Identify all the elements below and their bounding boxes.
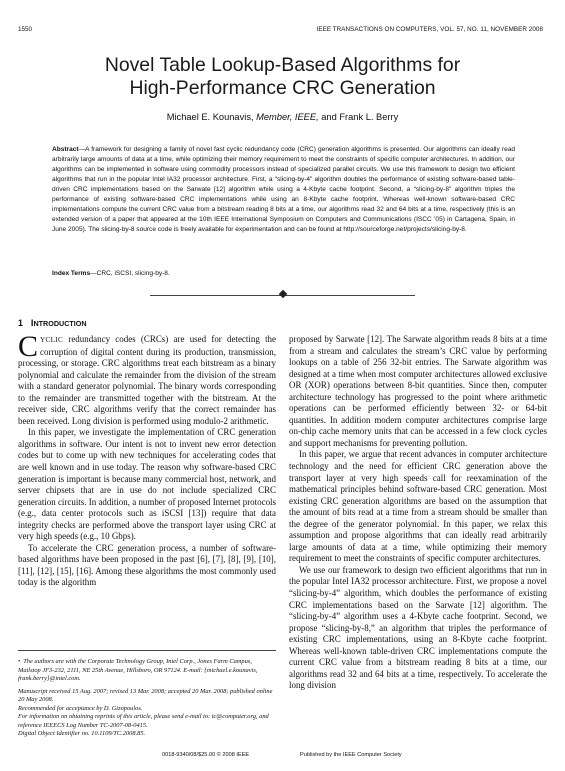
section-title-initial: I [30,318,34,328]
journal-header: IEEE TRANSACTIONS ON COMPUTERS, VOL. 57, NO. 11, NOVEMBER 2008 [316,26,543,33]
left-column [18,330,276,589]
page-number: 1550 [18,26,33,33]
section-number: 1 [18,318,23,328]
right-column [289,334,547,692]
index-terms-label: Index Terms [52,270,91,277]
index-terms [52,270,515,277]
paper-title [18,54,547,99]
paragraph-text: redundancy codes (CRCs) are used for detecting the corruption of digital content during its production, transmission, processing, or storage. CRC algorithms treat each bitstream as a binary polynomial and calculate the remainder from the division of the stream with a standard generator polynomial. The binary words corresponding to the remainder are transmitted together with the bitstream. At the receiver side, CRC algorithms verify that the correct remainder has been received. Long division is performed using modulo-2 arithmetic. [18,334,276,426]
author-1-role: Member, IEEE, [256,112,319,122]
paragraph: proposed by Sarwate [12]. The Sarwate algorithm reads 8 bits at a time from a stream and calculates the stream’s CRC value by performing lookups on a table of 256 32-bit entries. The Sarwate algorithm was designed at a time when most computer architectures allowed exclusive OR (XOR) operations between 8-bit quantities. Since then, computer architecture technology has progressed to the point where arithmetic operations can be performed efficiently between 32- or 64-bit quantities. In addition modern computer architectures comprise large on-chip cache memory units that can be accessed in a few clock cycles and support mechanisms for preventing pollution. [289,334,547,448]
bullet-icon: • [18,658,21,665]
paragraph: In this paper, we investigate the implementation of CRC generation algorithms in software. Our intent is not to invent new error detection codes but to come up with new techniques for accelerating codes that are well known and in use today. The reason why software-based CRC generation is important is because many commercial host, network, and server chipsets that are in use do not include specialized CRC generation circuits. In addition, a number of proposed Internet protocols (e.g., data center protocols such as iSCSI [13]) require that data integrity checks are performed above the transport layer using CRC at very high speeds (e.g., 10 Gbps). [18,427,276,542]
footnote-doi: Digital Object Identifier no. 10.1109/TC.2008.85. [18,730,146,738]
abstract-label: Abstract [52,146,79,153]
paragraph: To accelerate the CRC generation process, a number of software-based algorithms have been proposed in the past [6], [7], [8], [9], [10], [11], [12], [15], [16]. Among these algorithms the most commonly used today is the algorithm [18,542,276,588]
copyright-footer: 0018-9340/08/$25.00 © 2008 IEEE [162,752,250,758]
footnotes [18,650,276,739]
title-line-2: High-Performance CRC Generation [129,76,436,99]
author-list [18,112,547,122]
divider-diamond-icon [279,290,287,298]
author-1: Michael E. Kounavis, [166,112,257,122]
abstract [52,145,515,235]
footnote-reprints: For information on obtaining reprints of this article, please send e-mail to: tc@computer.org, and reference IEEECS Log Number TC-2007-08-0415. [18,713,269,729]
title-line-1: Novel Table Lookup-Based Algorithms for [104,54,461,76]
footnote-recommended: Recommended for acceptance by D. Gizopoulos. [18,704,143,712]
affiliation-text: The authors are with the Corporate Technology Group, Intel Corp., Jones Farm Campus, Mailstop JF3-232, 2111, NE 25th Avenue, Hillsboro, OR 97124. E-mail: {michael.e.kounavis, frank.berry}@intel.com. [18,658,258,683]
paragraph [18,330,276,427]
drop-cap: C [18,330,39,363]
paragraph: We use our framework to design two efficient algorithms that run in the popular Intel IA32 processor architecture. First, we propose a novel “slicing-by-4” algorithm, which doubles the performance of existing CRC implementations based on the Sarwate [12] algorithm. The “slicing-by-4” algorithm uses a 4-Kbyte cache footprint. Second, we propose “slicing-by-8,” an algorithm that triples the performance of existing CRC implementations, using an 8-Kbyte cache footprint. Whereas well-known table-driven CRC implementations compute the current CRC value from a bitstream reading 8 bits at a time, our algorithms read 32 and 64 bits at a time, respectively. To accelerate the long division [289,564,547,691]
first-word-smallcaps: YCLIC [40,336,64,344]
index-terms-text: —CRC, iSCSI, slicing-by-8. [90,270,170,277]
footnote-affiliation [18,658,276,684]
author-2: and Frank L. Berry [318,112,399,122]
publisher-footer: Published by the IEEE Computer Society [300,752,402,758]
footnote-received: Manuscript received 15 Aug. 2007; revised 13 Mar. 2008; accepted 20 Mar. 2008; published online 20 May 2008. [18,687,273,704]
section-title-rest: NTRODUCTION [33,319,87,328]
abstract-text: —A framework for designing a family of novel fast cyclic redundancy code (CRC) generation algorithms is presented. Our algorithms can ideally read arbitrarily large amounts of data at a time, while optimizing their memory requirement to meet the constraints of specific computer architectures. In addition, our algorithms can be implemented in software using commodity processors instead of specialized parallel circuits. We use this framework to design two efficient algorithms that run in the popular Intel IA32 processor architecture. First, a “slicing-by-4” algorithm doubles the performance of existing software-based table-driven CRC implementations based on the Sarwate [12] algorithm while using a 4-Kbyte cache footprint. Second, a “slicing-by-8” algorithm triples the performance of existing software-based CRC implementations while using an 8-Kbyte cache footprint. Whereas well-known software-based CRC implementations compute the current CRC value from a bitstream reading 8 bits at a time, our algorithms read 32 and 64 bits at a time, respectively (this is an extended version of a paper that appeared at the 10th IEEE International Symposium on Computers and Communications (ISCC ’05) in Cartagena, Spain, in June 2005). The slicing-by-8 source code is freely available for experimentation and can be found at http://sourceforge.net/projects/slicing-by-8. [52,146,515,234]
paragraph: In this paper, we argue that recent advances in computer architecture technology and the need for efficient CRC generation above the transport layer at very high speeds call for reexamination of the mathematical principles behind software-based CRC generation. Most existing CRC generation algorithms are based on the assumption that the amount of bits read at a time from a stream should be smaller than the degree of the generator polynomial. In this paper, we relax this assumption and propose algorithms that can ideally read arbitrarily large amounts of data at a time, while optimizing their memory requirement to meet the constraints of specific computer architectures. [289,449,547,564]
section-heading [18,318,87,328]
